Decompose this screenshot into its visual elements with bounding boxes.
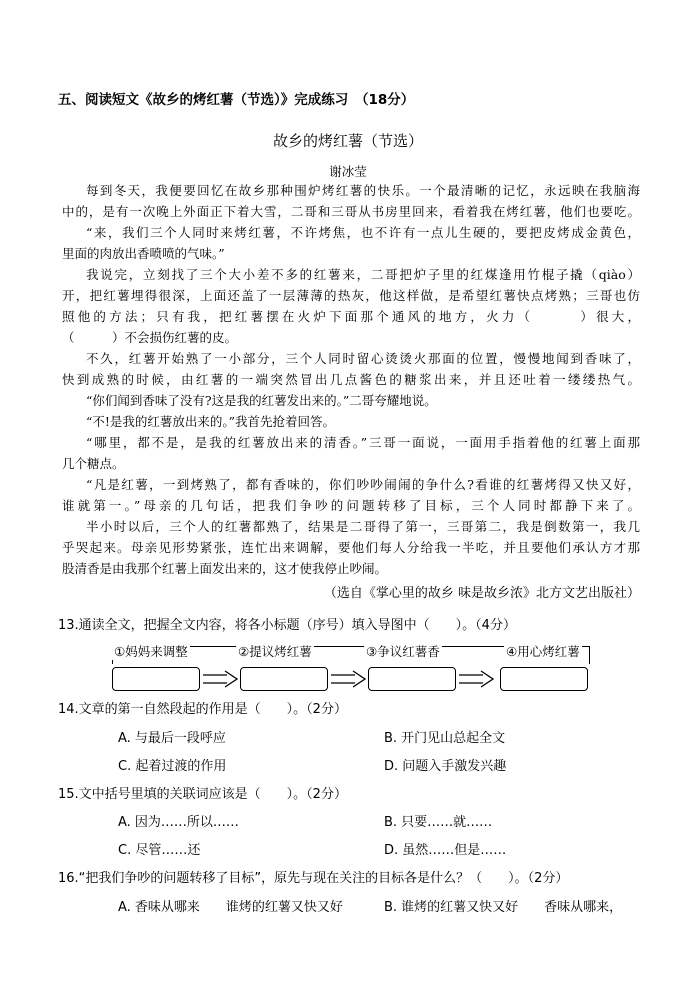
question-14: 14.文章的第一自然段起的作用是（ ）。（2分） bbox=[58, 702, 347, 717]
article-line: 谁就第一。”母亲的几句话，把我们争吵的问题转移了目标，三个人同时都静下来了。 bbox=[62, 498, 640, 513]
article-author: 谢冰莹 bbox=[329, 164, 367, 179]
article-line: 快到成熟的时候，由红薯的一端突然冒出几点酱色的糖浆出来，并且还吐着一缕缕热气。 bbox=[62, 372, 640, 387]
q15-option-a[interactable]: A. 因为……所以…… bbox=[118, 815, 239, 830]
article-line: “哪里，都不是，是我的红薯放出来的清香。”三哥一面说，一面用手指着他的红薯上面那 bbox=[86, 435, 640, 450]
article-line: “来，我们三个人同时来烤红薯，不许烤焦，也不许有一点儿生硬的，要把皮烤成金黄色， bbox=[86, 225, 640, 240]
q16-option-a[interactable]: A. 香味从哪来 谁烤的红薯又快又好 bbox=[118, 900, 343, 915]
subtitle-option-4: ④用心烤红薯 bbox=[506, 644, 580, 659]
double-arrow-icon bbox=[457, 669, 495, 689]
article-line: 乎哭起来。母亲见形势紧张，连忙出来调解，要他们每人分给我一半吃，并且要他们承认方才那 bbox=[62, 540, 640, 555]
subtitle-option-3: ③争议红薯香 bbox=[366, 644, 440, 659]
double-arrow-icon bbox=[329, 669, 367, 689]
q15-option-c[interactable]: C. 尽管……还 bbox=[118, 843, 201, 858]
article-source: （选自《掌心里的故乡 味是故乡浓》北方文艺出版社） bbox=[323, 586, 640, 601]
article-line: （ ）不会损伤红薯的皮。 bbox=[62, 330, 238, 345]
question-15: 15.文中括号里填的关联词应该是（ ）。（2分） bbox=[58, 787, 347, 802]
article-line: 我说完，立刻找了三个大小差不多的红薯来，二哥把炉子里的红煤逢用竹棍子撬（qiào） bbox=[86, 267, 640, 282]
q15-option-d[interactable]: D. 虽然……但是…… bbox=[384, 843, 507, 858]
q14-option-a[interactable]: A. 与最后一段呼应 bbox=[118, 731, 226, 746]
article-line: 中的，是有一次晚上外面正下着大雪，二哥和三哥从书房里回来，看着我在烤红薯，他们也要吃。 bbox=[62, 204, 640, 219]
article-line: 开，把红薯埋得很深，上面还盖了一层薄薄的热灰，他这样做，是希望红薯快点烤熟；三哥也仿 bbox=[62, 288, 640, 303]
mind-map-box-4[interactable] bbox=[500, 667, 588, 691]
article-line: 里面的肉放出香喷喷的气味。” bbox=[62, 246, 225, 261]
q16-option-b[interactable]: B. 谁烤的红薯又快又好 香味从哪来， bbox=[384, 900, 623, 915]
article-line: 每到冬天，我便要回忆在故乡那种围炉烤红薯的快乐。一个最清晰的记忆，永远映在我脑海 bbox=[86, 183, 640, 198]
article-line: “你们闻到香味了没有?这是我的红薯发出来的。”二哥夸耀地说。 bbox=[86, 393, 437, 408]
q14-option-d[interactable]: D. 问题入手激发兴趣 bbox=[384, 759, 507, 774]
question-13: 13.通读全文，把握全文内容，将各小标题（序号）填入导图中（ ）。（4分） bbox=[58, 618, 516, 633]
mind-map-box-1[interactable] bbox=[112, 667, 200, 691]
article-title: 故乡的烤红薯（节选） bbox=[272, 132, 423, 150]
question-16: 16.“把我们争吵的问题转移了目标”，原先与现在关注的目标各是什么？（ ）。（2分） bbox=[58, 871, 569, 886]
article-line: “凡是红薯，一到烤熟了，都有香味的，你们吵吵闹闹的争什么?看谁的红薯烤得又快又好， bbox=[86, 477, 640, 492]
article-line: 半小时以后，三个人的红薯都熟了，结果是二哥得了第一，三哥第二，我是倒数第一，我几 bbox=[86, 519, 640, 534]
q14-option-c[interactable]: C. 起着过渡的作用 bbox=[118, 759, 227, 774]
article-line: 股清香是由我那个红薯上面发出来的，这才使我停止吵闹。 bbox=[62, 561, 388, 576]
q15-option-b[interactable]: B. 只要……就…… bbox=[384, 815, 493, 830]
mind-map-box-3[interactable] bbox=[368, 667, 456, 691]
subtitle-option-2: ②提议烤红薯 bbox=[238, 644, 312, 659]
mind-map-box-2[interactable] bbox=[240, 667, 328, 691]
article-line: 照他的方法；只有我，把红薯摆在火炉下面那个通风的地方，火力（ ）很大， bbox=[62, 309, 640, 324]
subtitle-option-1: ①妈妈来调整 bbox=[114, 644, 188, 659]
q14-option-b[interactable]: B. 开门见山总起全文 bbox=[384, 731, 506, 746]
article-line: “不!是我的红薯放出来的。”我首先抢着回答。 bbox=[86, 414, 336, 429]
article-line: 几个糖点。 bbox=[62, 456, 125, 471]
double-arrow-icon bbox=[201, 669, 239, 689]
article-line: 不久，红薯开始熟了一小部分，三个人同时留心烫烫火那面的位置，慢慢地闻到香味了， bbox=[86, 351, 640, 366]
section-title: 五、阅读短文《故乡的烤红薯（节选）》完成练习 （18分） bbox=[58, 92, 415, 108]
